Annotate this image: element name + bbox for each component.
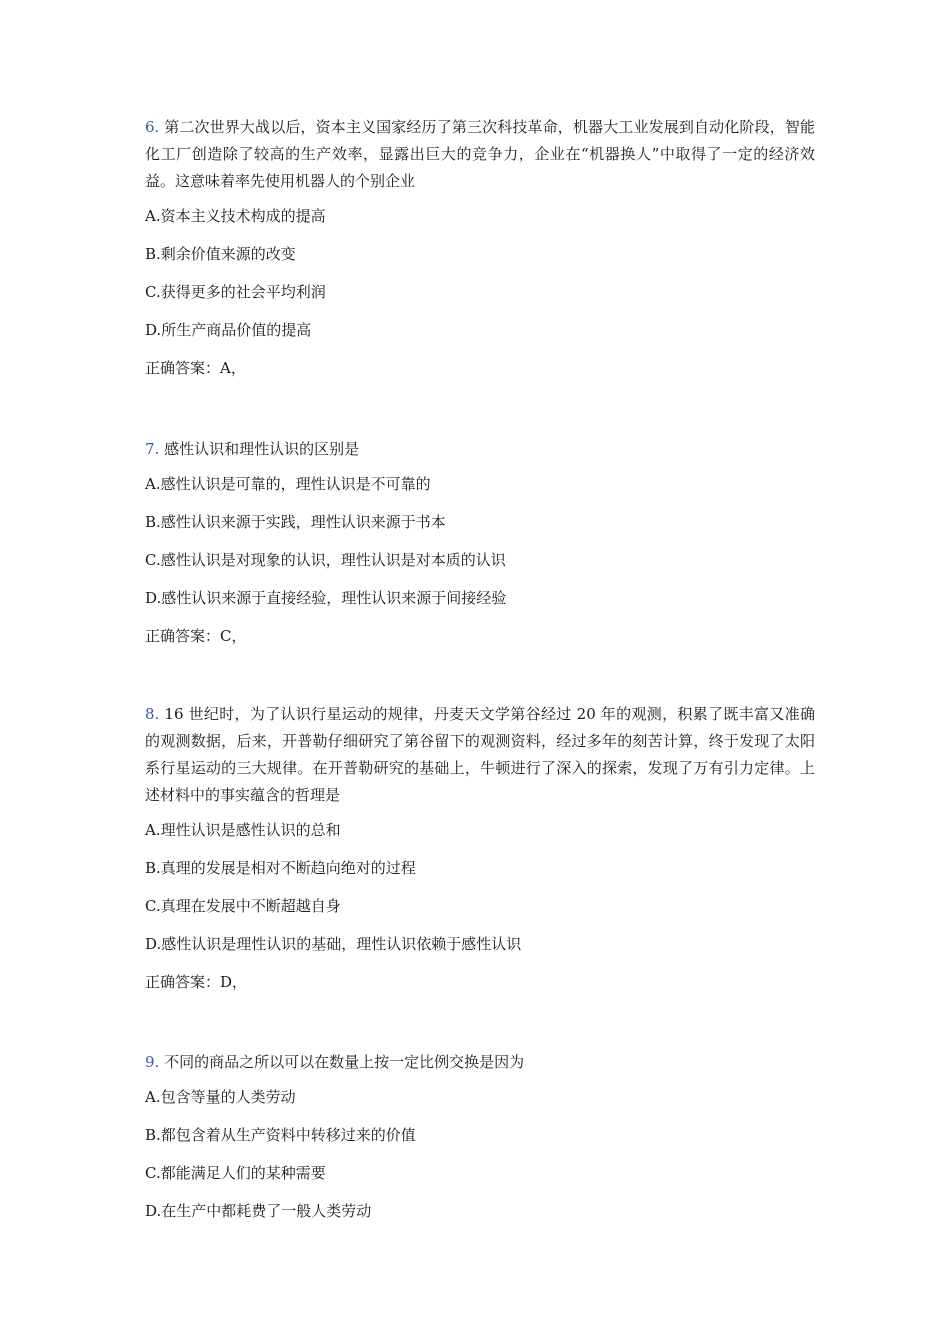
option-d: D.感性认识来源于直接经验，理性认识来源于间接经验	[145, 589, 507, 607]
question-number: 6	[145, 118, 155, 136]
question-text: 不同的商品之所以可以在数量上按一定比例交换是因为	[164, 1053, 525, 1071]
option-c: C.都能满足人们的某种需要	[145, 1164, 326, 1182]
question-9	[145, 1049, 815, 1221]
option-d: D.感性认识是理性认识的基础，理性认识依赖于感性认识	[145, 935, 522, 953]
question-number: 9	[145, 1053, 155, 1071]
option-d: D.所生产商品价值的提高	[145, 321, 312, 339]
question-number-dot: .	[154, 705, 160, 723]
question-number-dot: .	[154, 118, 160, 136]
correct-answer: 正确答案：C，	[145, 627, 247, 645]
option-b: B.剩余价值来源的改变	[145, 245, 296, 263]
correct-answer: 正确答案：D，	[145, 973, 248, 991]
option-b: B.真理的发展是相对不断趋向绝对的过程	[145, 859, 416, 877]
question-stem	[145, 114, 815, 195]
correct-answer: 正确答案：A，	[145, 359, 246, 377]
question-text: 感性认识和理性认识的区别是	[164, 440, 360, 458]
question-stem	[145, 701, 815, 809]
option-a: A.感性认识是可靠的，理性认识是不可靠的	[145, 475, 431, 493]
question-stem	[145, 436, 815, 463]
option-a: A.理性认识是感性认识的总和	[145, 821, 341, 839]
question-number-dot: .	[154, 1053, 160, 1071]
question-stem	[145, 1049, 815, 1076]
question-number: 8	[145, 705, 155, 723]
option-a: A.包含等量的人类劳动	[145, 1088, 296, 1106]
question-6	[145, 114, 815, 378]
option-c: C.获得更多的社会平均利润	[145, 283, 326, 301]
question-8	[145, 701, 815, 992]
option-d: D.在生产中都耗费了一般人类劳动	[145, 1202, 372, 1220]
option-b: B.感性认识来源于实践，理性认识来源于书本	[145, 513, 446, 531]
question-7	[145, 436, 815, 646]
option-b: B.都包含着从生产资料中转移过来的价值	[145, 1126, 416, 1144]
option-c: C.真理在发展中不断超越自身	[145, 897, 341, 915]
option-c: C.感性认识是对现象的认识，理性认识是对本质的认识	[145, 551, 506, 569]
question-text: 16 世纪时，为了认识行星运动的规律，丹麦天文学第谷经过 20 年的观测，积累了既丰富又准确的观测数据，后来，开普勒仔细研究了第谷留下的观测资料，经过多年的刻苦计算，终于发现了太阳系行星运动的三大规律。在开普勒研究的基础上，牛顿进行了深入的探索，发现了万有引力定律。上述材料中的事实蕴含的哲理是	[145, 705, 815, 804]
question-number-dot: .	[154, 440, 160, 458]
question-text: 第二次世界大战以后，资本主义国家经历了第三次科技革命，机器大工业发展到自动化阶段，智能化工厂创造除了较高的生产效率，显露出巨大的竞争力，企业在“机器换人”中取得了一定的经济效益。这意味着率先使用机器人的个别企业	[145, 118, 815, 190]
option-a: A.资本主义技术构成的提高	[145, 207, 326, 225]
question-number: 7	[145, 440, 155, 458]
